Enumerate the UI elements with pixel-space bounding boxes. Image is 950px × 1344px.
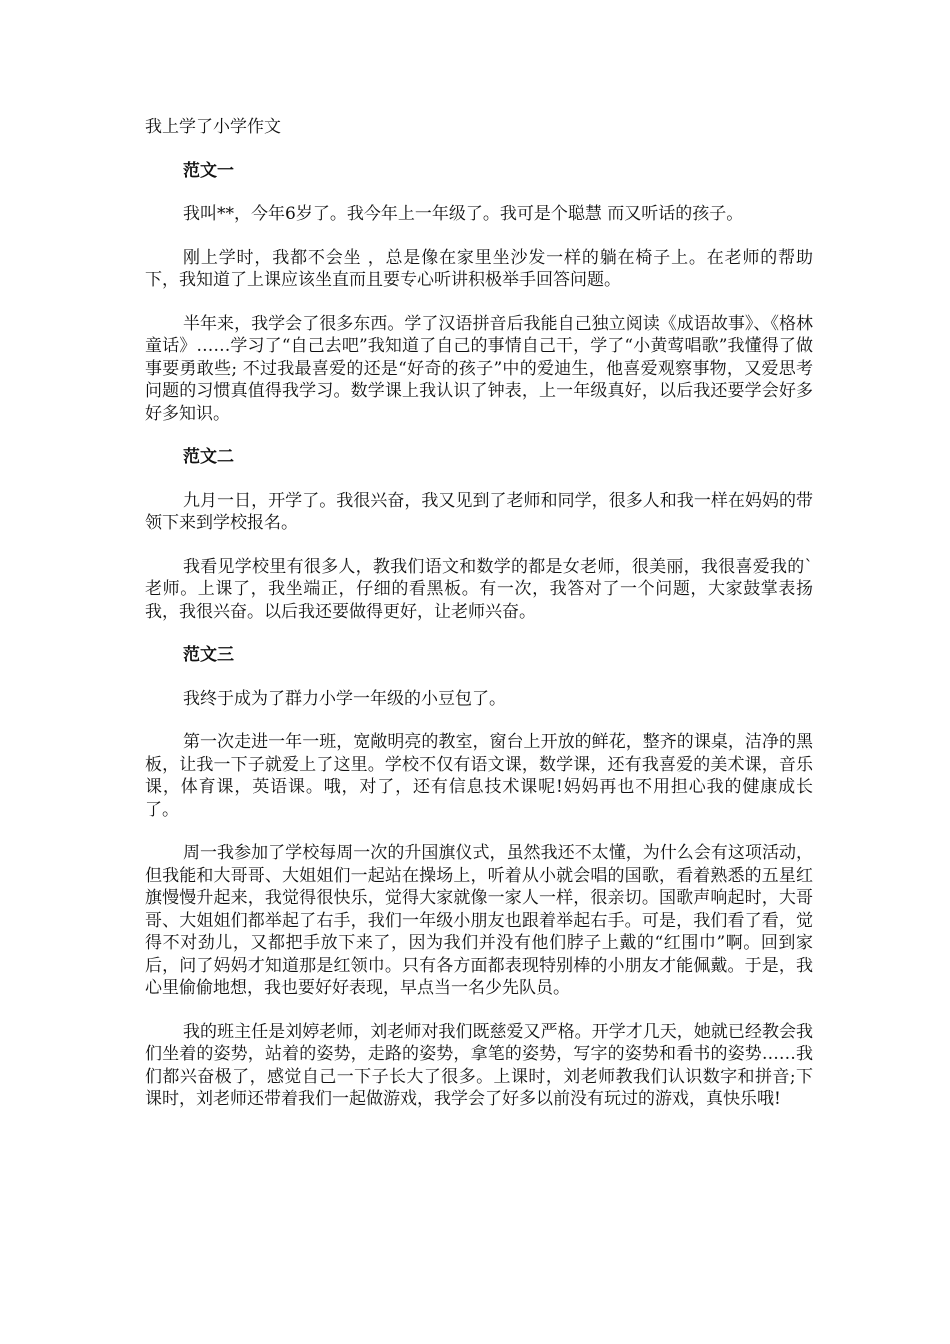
section-3: [145, 644, 813, 1111]
paragraph: 我叫**，今年6岁了。我今年上一年级了。我可是个聪慧 而又听话的孩子。: [183, 204, 744, 224]
paragraph: 我终于成为了群力小学一年级的小豆包了。: [183, 688, 506, 709]
paragraph: 周一我参加了学校每周一次的升国旗仪式，虽然我还不太懂，为什么会有这项活动，但我能和大哥哥、大姐姐们一起站在操场上，听着从小就会唱的国歌，看着熟悉的五星红旗慢慢升起来，我觉得很快乐，觉得大家就像一家人一样，很亲切。国歌声响起时，大哥哥、大姐姐们都举起了右手，我们一年级小朋友也跟着举起右手。可是，我们看了看，觉得不对劲儿，又都把手放下来了，因为我们并没有他们脖子上戴的“红围巾”啊。回到家后，问了妈妈才知道那是红领巾。只有各方面都表现特别棒的小朋友才能佩戴。于是，我心里偷偷地想，我也要好好表现，早点当一名少先队员。: [145, 843, 813, 998]
paragraph: 我的班主任是刘婷老师，刘老师对我们既慈爱又严格。开学才几天，她就已经教会我们坐着的姿势，站着的姿势，走路的姿势，拿笔的姿势，写字的姿势和看书的姿势……我们都兴奋极了，感觉自己一下子长大了很多。上课时，刘老师教我们认识数字和拼音;下课时，刘老师还带着我们一起做游戏，我学会了好多以前没有玩过的游戏，真快乐哦!: [145, 1021, 813, 1109]
section-heading: 范文一: [183, 160, 234, 181]
document-page: [145, 116, 813, 1132]
paragraph: 我看见学校里有很多人，教我们语文和数学的都是女老师，很美丽，我很喜爱我的`老师。上课了，我坐端正，仔细的看黑板。有一次，我答对了一个问题，大家鼓掌表扬我，我很兴奋。以后我还要做得更好，让老师兴奋。: [145, 556, 813, 622]
section-1: [145, 160, 813, 426]
paragraph: 刚上学时，我都不会坐 ，总是像在家里坐沙发一样的躺在椅子上。在老师的帮助下，我知道了上课应该坐直而且要专心听讲积极举手回答问题。: [145, 247, 813, 290]
section-heading: 范文二: [183, 447, 234, 467]
section-heading: 范文三: [183, 645, 234, 665]
paragraph: 第一次走进一年一班，宽敞明亮的教室，窗台上开放的鲜花，整齐的课桌，洁净的黑板，让我一下子就爱上了这里。学校不仅有语文课，数学课，还有我喜爱的美术课，音乐课，体育课，英语课。哦，对了，还有信息技术课呢!妈妈再也不用担心我的健康成长了。: [145, 732, 813, 820]
paragraph: 九月一日，开学了。我很兴奋，我又见到了老师和同学，很多人和我一样在妈妈的带领下来到学校报名。: [145, 490, 813, 533]
document-title: 我上学了小学作文: [145, 117, 281, 137]
section-2: [145, 446, 813, 623]
paragraph: 半年来，我学会了很多东西。学了汉语拼音后我能自己独立阅读《成语故事》、《格林童话》……学习了“自己去吧”我知道了自己的事情自己干，学了“小黄莺唱歌”我懂得了做事要勇敢些; 不过我最喜爱的还是“好奇的孩子”中的爱迪生，他喜爱观察事物，又爱思考问题的习惯真值得我学习。数学课上我认识了钟表，上一年级真好，以后我还要学会好多好多知识。: [145, 313, 813, 424]
